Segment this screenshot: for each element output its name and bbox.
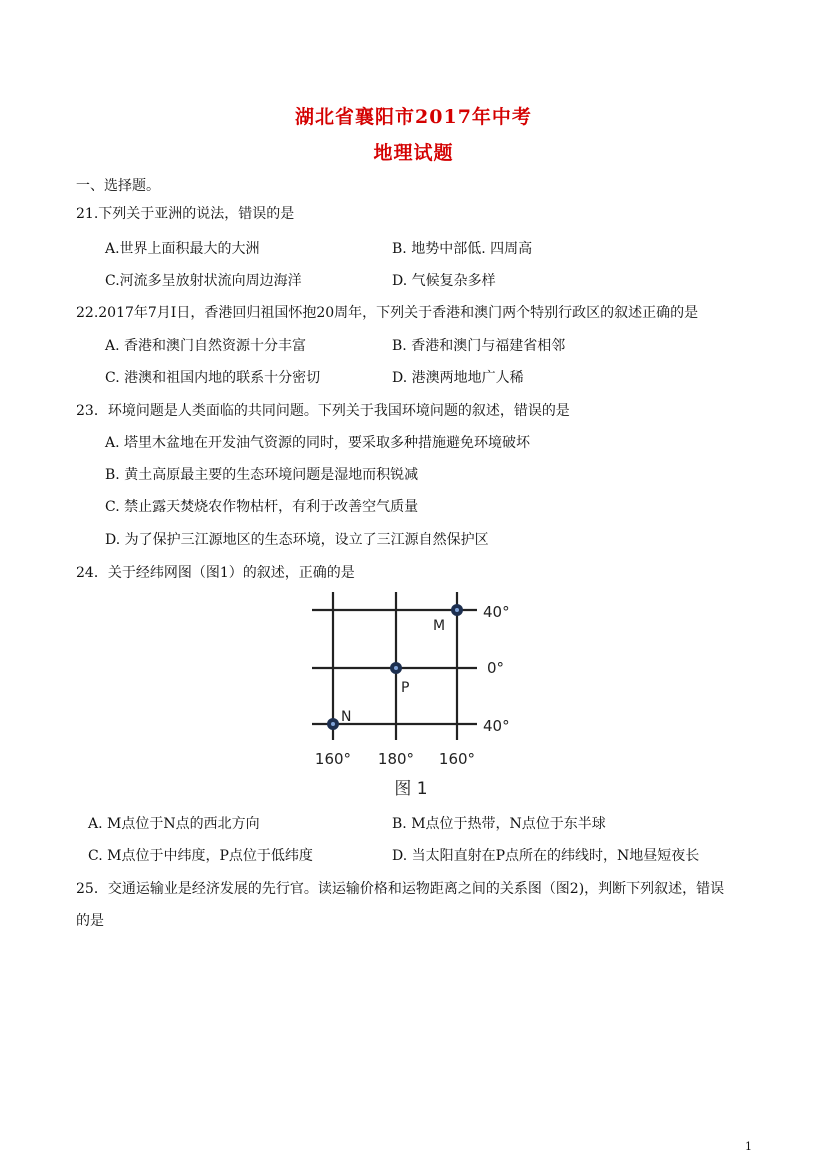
lat-label-north: 40° bbox=[483, 603, 510, 621]
point-p bbox=[390, 662, 402, 674]
point-m bbox=[451, 604, 463, 616]
page-number: 1 bbox=[745, 1140, 752, 1153]
question-22-stem: 22.2017年7月I日，香港回归祖国怀抱20周年，下列关于香港和澳门两个特别行政区的叙述正确的是 bbox=[76, 305, 699, 321]
lat-label-equator: 0° bbox=[487, 659, 505, 677]
figure-1-graticule bbox=[305, 590, 525, 802]
question-21-stem: 21.下列关于亚洲的说法，错误的是 bbox=[76, 206, 295, 222]
page-subtitle: 地理试题 bbox=[373, 142, 454, 164]
figure-1-caption: 图 1 bbox=[394, 779, 428, 799]
question-25-stem-line-2: 的是 bbox=[76, 913, 104, 929]
page-title: 湖北省襄阳市2017年中考 bbox=[295, 106, 532, 128]
question-22-option-a: A. 香港和澳门自然资源十分丰富 bbox=[105, 338, 307, 354]
question-22-option-b: B. 香港和澳门与福建省相邻 bbox=[392, 338, 566, 354]
question-22-option-d: D. 港澳两地地广人稀 bbox=[392, 370, 524, 386]
question-23-option-a: A. 塔里木盆地在开发油气资源的同时，要采取多种措施避免环境破坏 bbox=[105, 435, 531, 451]
point-m-label: M bbox=[433, 618, 446, 634]
question-24-option-b: B. M点位于热带，N点位于东半球 bbox=[392, 816, 606, 832]
question-21-option-a: A.世界上面积最大的大洲 bbox=[105, 241, 260, 257]
question-25-stem-line-1: 25．交通运输业是经济发展的先行官。读运输价格和运物距离之间的关系图（图2)，判断下列叙述，错误 bbox=[76, 881, 725, 897]
lon-label-center: 180° bbox=[377, 750, 415, 768]
lon-label-west: 160° bbox=[314, 750, 352, 768]
question-23-option-d: D. 为了保护三江源地区的生态环境，设立了三江源自然保护区 bbox=[105, 532, 489, 548]
question-24-stem: 24．关于经纬网图（图1）的叙述，正确的是 bbox=[76, 565, 355, 581]
question-24-option-c: C. M点位于中纬度，P点位于低纬度 bbox=[88, 848, 313, 864]
question-23-stem: 23．环境问题是人类面临的共同问题。下列关于我国环境问题的叙述，错误的是 bbox=[76, 403, 570, 419]
point-n-label: N bbox=[341, 709, 352, 725]
question-24-option-d: D. 当太阳直射在P点所在的纬线时，N地昼短夜长 bbox=[392, 848, 700, 864]
question-21-option-d: D. 气候复杂多样 bbox=[392, 273, 496, 289]
lon-label-east: 160° bbox=[438, 750, 476, 768]
question-21-option-b: B. 地势中部低. 四周高 bbox=[392, 241, 533, 257]
point-p-label: P bbox=[401, 680, 410, 696]
question-22-option-c: C. 港澳和祖国内地的联系十分密切 bbox=[105, 370, 321, 386]
section-heading: 一、选择题。 bbox=[76, 178, 160, 194]
question-23-option-c: C. 禁止露天焚烧农作物枯杆，有利于改善空气质量 bbox=[105, 499, 419, 515]
question-23-option-b: B. 黄土高原最主要的生态环境问题是湿地而积锐减 bbox=[105, 467, 419, 483]
question-24-option-a: A. M点位于N点的西北方向 bbox=[88, 816, 260, 832]
question-21-option-c: C.河流多呈放射状流向周边海洋 bbox=[105, 273, 302, 289]
point-n bbox=[327, 718, 339, 730]
lat-label-south: 40° bbox=[483, 717, 510, 735]
